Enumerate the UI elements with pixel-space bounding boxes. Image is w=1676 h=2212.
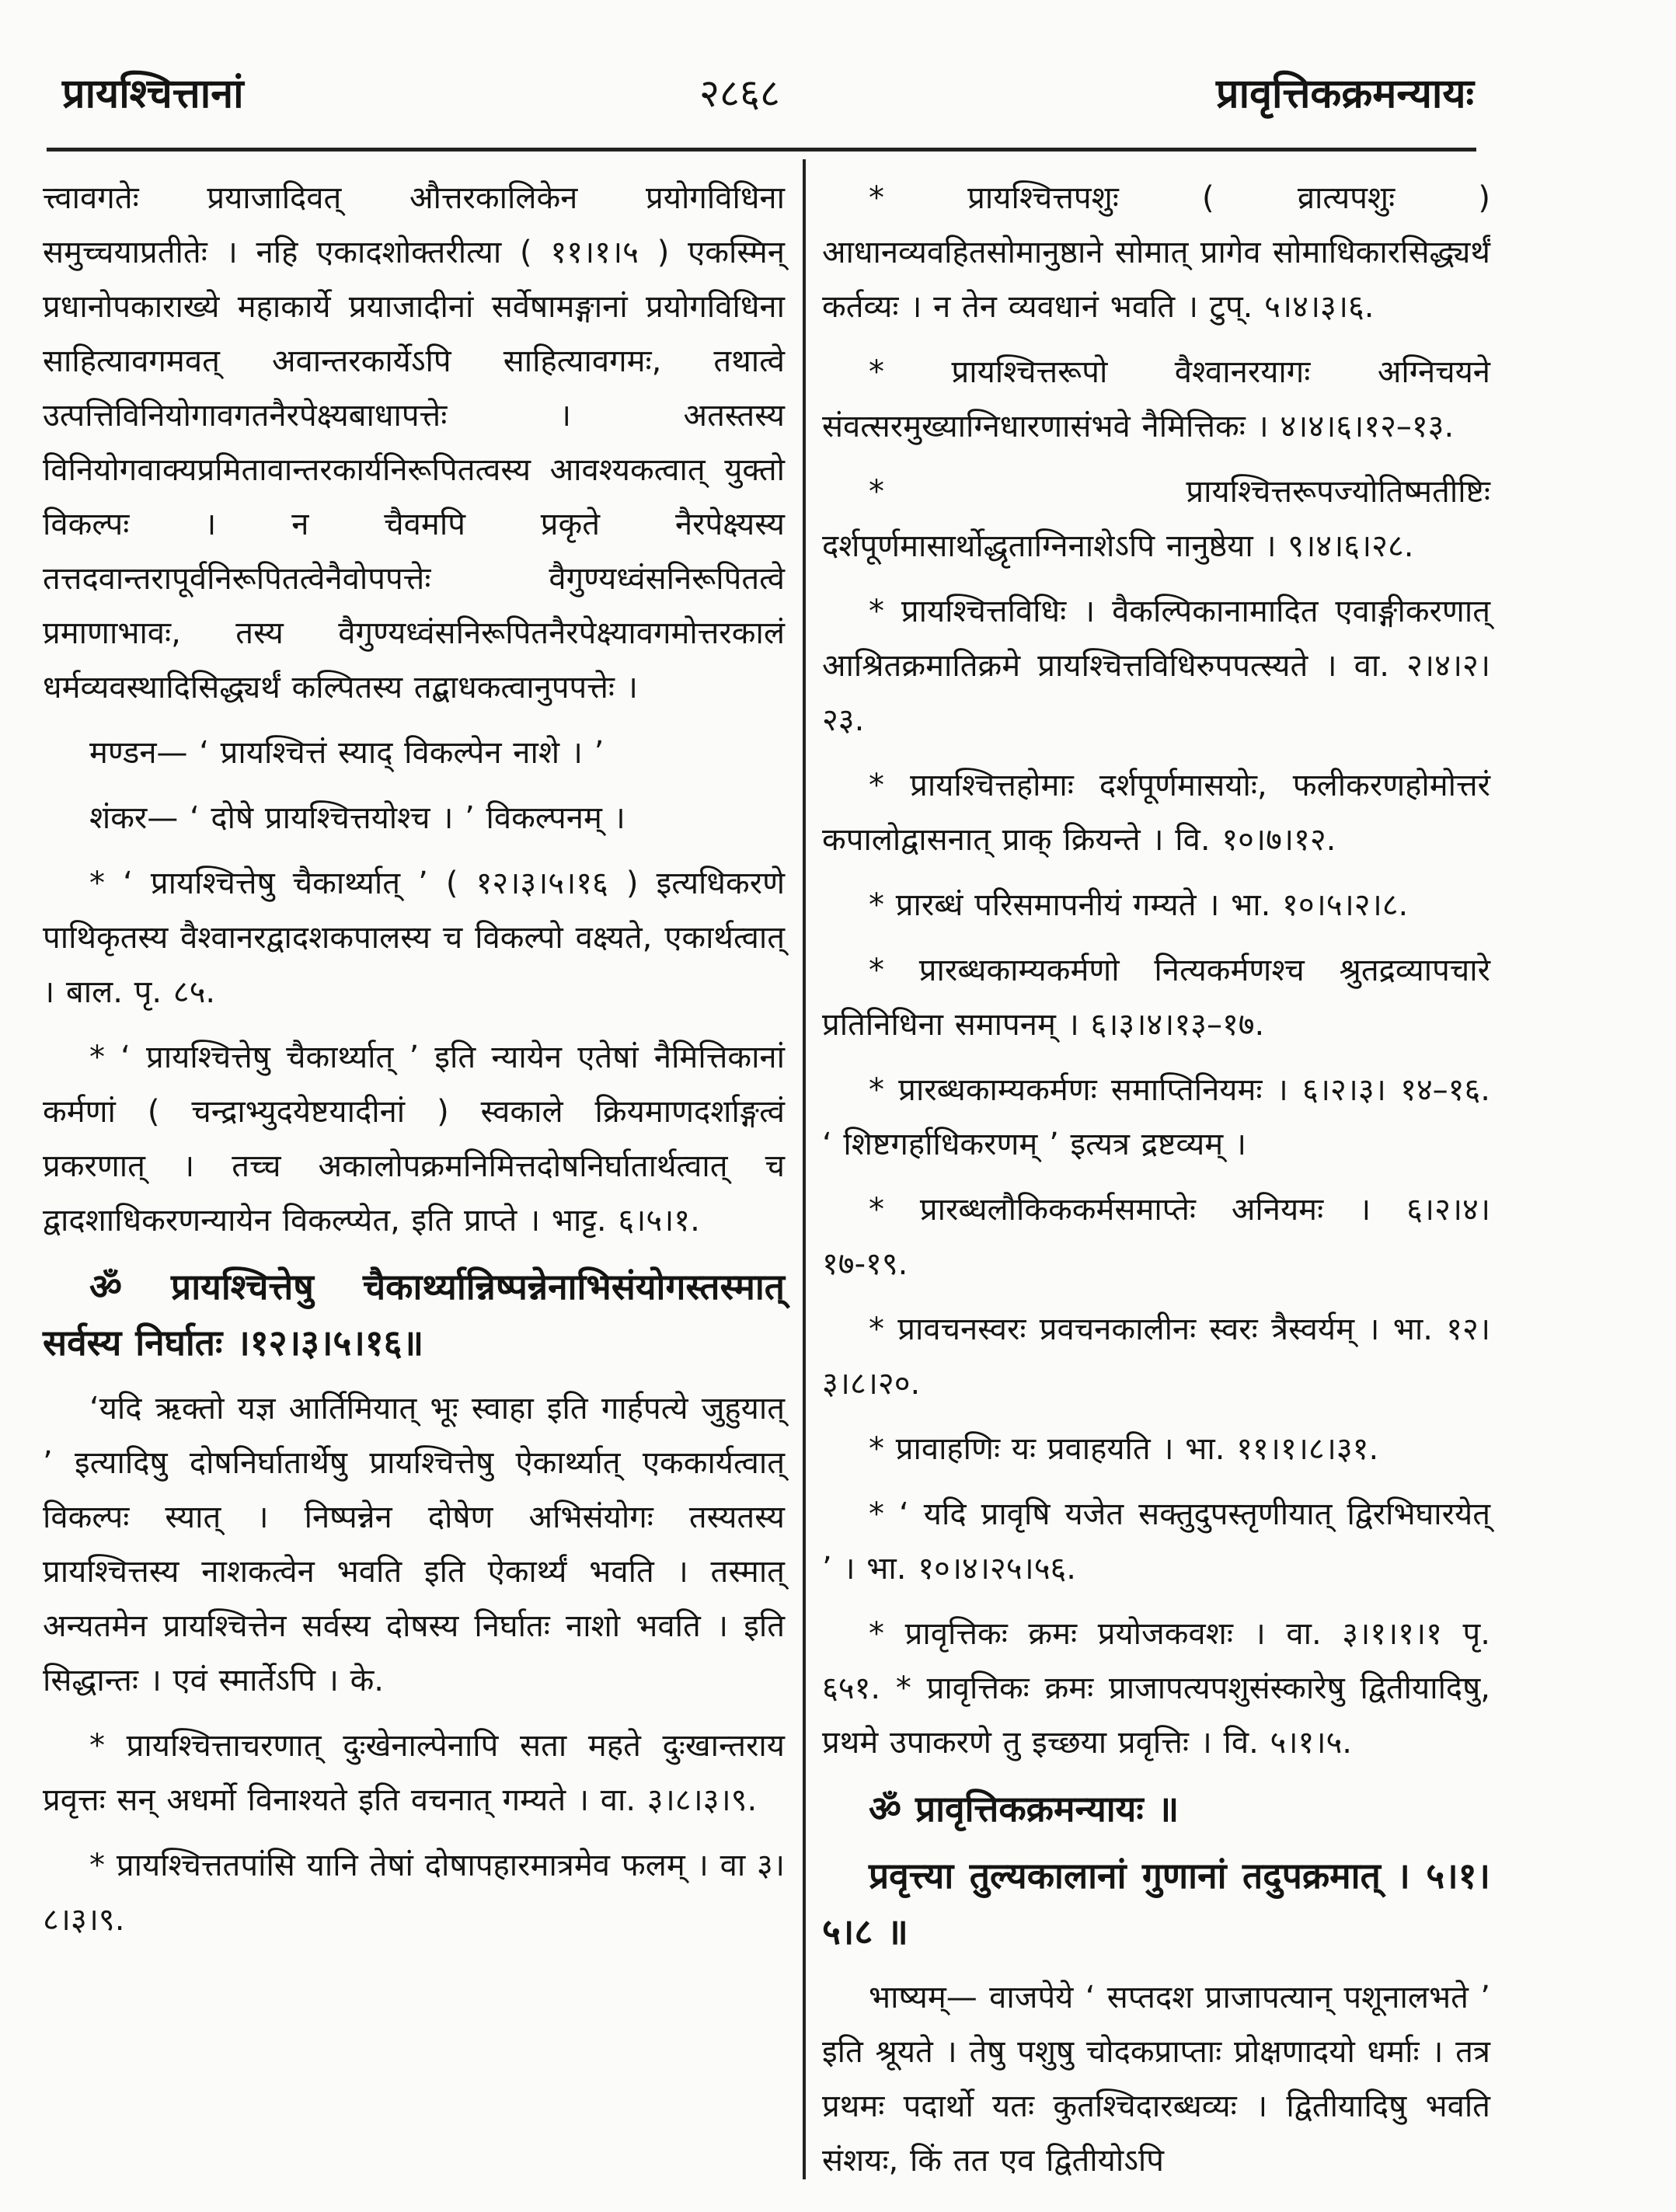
sutra-heading: प्रवृत्त्या तुल्यकालानां गुणानां तदुपक्रमात् । ५।१।५।८ ॥ [822,1855,1490,1952]
entry: * प्रायश्चित्तहोमाः दर्शपूर्णमासयोः, फलीकरणहोमोत्तरं कपालोद्वासनात् प्राक् क्रियन्ते । वि. १०।७।१२. [822,768,1490,858]
bhashya-paragraph: भाष्यम्— वाजपेये ‘ सप्तदश प्राजापत्यान् पशूनालभते ’ इति श्रूयते । तेषु पशुषु चोदकप्राप्ताः प्रोक्षणादयो धर्माः । तत्र प्रथमः पदार्थो यतः कुतश्चिदारब्धव्यः । द्वितीयादिषु भवति संशयः, किं तत एव द्वितीयोऽपि [822,1980,1490,2179]
entry: * प्रायश्चित्ताचरणात् दुःखेनाल्पेनापि सता महते दुःखान्तराय प्रवृत्तः सन् अधर्मो विनाश्यते इति वचनात् गम्यते । वा. ३।८।३।९. [43,1728,785,1818]
entry: * प्रारब्धकाम्यकर्मणो नित्यकर्मणश्च श्रुतद्रव्यापचारे प्रतिनिधिना समापनम् । ६।३।४।१३–१७. [822,953,1490,1043]
quote-mandana: मण्डन— ‘ प्रायश्चित्तं स्याद् विकल्पेन नाशे । ’ [89,735,605,771]
header-rule [47,148,1476,152]
paragraph: त्त्वावगतेः प्रयाजादिवत् औत्तरकालिकेन प्रयोगविधिना समुच्चयाप्रतीतेः । नहि एकादशोक्तरीत्या ( ११।१।५ ) एकस्मिन् प्रधानोपकाराख्ये महाकार्ये प्रयाजादीनां सर्वेषामङ्गानां प्रयोगविधिना साहित्यावगमवत् अवान्तरकार्येऽपि साहित्यावगमः, तथात्वे उत्पत्तिविनियोगावगतनैरपेक्ष्यबाधापत्तेः । अतस्तस्य विनियोगवाक्यप्रमितावान्तरकार्यनिरूपितत्वस्य आवश्यकत्वात् युक्तो विकल्पः । न चैवमपि प्रकृते नैरपेक्ष्यस्य तत्तदवान्तरापूर्वनिरूपितत्वेनैवोपपत्तेः वैगुण्यध्वंसनिरूपितत्वे प्रमाणाभावः, तस्य वैगुण्यध्वंसनिरूपितनैरपेक्ष्यावगमोत्तरकालं धर्मव्यवस्थादिसिद्ध्यर्थं कल्पितस्य तद्बाधकत्वानुपपत्तेः । [43,180,785,705]
entry: * प्रावृत्तिकः क्रमः प्रयोजकवशः । वा. ३।१।१।१ पृ. ६५१. * प्रावृत्तिकः क्रमः प्राजापत्यपशुसंस्कारेषु द्वितीयादिषु, प्रथमे उपाकरणे तु इच्छया प्रवृत्तिः । वि. ५।१।५. [822,1616,1490,1761]
entry: * प्रायश्चित्तपशुः ( व्रात्यपशुः ) आधानव्यवहितसोमानुष्ठाने सोमात् प्रागेव सोमाधिकारसिद्ध्यर्थं कर्तव्यः । न तेन व्यवधानं भवति । टुप्. ५।४।३।६. [822,180,1490,325]
nyaya-heading: ॐ प्रावृत्तिकक्रमन्यायः ॥ [869,1788,1179,1830]
paragraph: ‘यदि ऋक्तो यज्ञ आर्तिमियात् भूः स्वाहा इति गार्हपत्ये जुहुयात् ’ इत्यादिषु दोषनिर्घातार्थेषु प्रायश्चित्तेषु ऐकार्थ्यात् एककार्यत्वात् विकल्पः स्यात् । निष्पन्नेन दोषेण अभिसंयोगः तस्यतस्य प्रायश्चित्तस्य नाशकत्वेन भवति इति ऐकार्थ्यं भवति । तस्मात् अन्यतमेन प्रायश्चित्तेन सर्वस्य दोषस्य निर्घातः नाशो भवति । इति सिद्धान्तः । एवं स्मार्तेऽपि । के. [43,1391,785,1698]
column-divider [803,159,806,2179]
quote-shankara: शंकर— ‘ दोषे प्रायश्चित्तयोश्च । ’ विकल्पनम् । [89,800,625,836]
left-column [43,171,785,1958]
page-number: २८६८ [699,71,780,116]
entry: * प्रावचनस्वरः प्रवचनकालीनः स्वरः त्रैस्वर्यम् । भा. १२।३।८।२०. [822,1312,1490,1402]
running-head-right: प्रावृत्तिकक्रमन्यायः [1216,71,1474,117]
entry: * ‘ यदि प्रावृषि यजेत सक्तुदुपस्तृणीयात् द्विरभिघारयेत् ’ । भा. १०।४।२५।५६. [822,1496,1490,1587]
entry: * प्रायश्चित्ततपांसि यानि तेषां दोषापहारमात्रमेव फलम् । वा ३।८।३।९. [43,1848,785,1938]
running-head-left: प्रायश्चित्तानां [62,71,244,117]
entry: * ‘ प्रायश्चित्तेषु चैकार्थ्यात् ’ ( १२।३।५।१६ ) इत्यधिकरणे पाथिकृतस्य वैश्वानरद्वादशकपालस्य च विकल्पो वक्ष्यते, एकार्थत्वात् । बाल. पृ. ८५. [43,866,785,1010]
entry: * प्रारब्धं परिसमापनीयं गम्यते । भा. १०।५।२।८. [869,887,1409,923]
sutra-heading: ॐ प्रायश्चित्तेषु चैकार्थ्यान्निष्पन्नेनाभिसंयोगस्तस्मात् सर्वस्य निर्घातः ।१२।३।५।१६॥ [43,1266,785,1364]
entry: * प्रारब्धकाम्यकर्मणः समाप्तिनियमः । ६।२।३। १४–१६. ‘ शिष्टगर्हाधिकरणम् ’ इत्यत्र द्रष्टव्यम् । [822,1072,1490,1162]
right-column [822,171,1490,2199]
entry: * प्रायश्चित्तरूपज्योतिष्मतीष्टिः दर्शपूर्णमासार्थोद्धृताग्निनाशेऽपि नानुष्ठेया । ९।४।६।२८. [822,474,1490,564]
entry: * प्रायश्चित्तविधिः । वैकल्पिकानामादित एवाङ्गीकरणात् आश्रितक्रमातिक्रमे प्रायश्चित्तविधिरुपपत्स्यते । वा. २।४।२।२३. [822,594,1490,738]
entry: * प्रावाहणिः यः प्रवाहयति । भा. ११।१।८।३१. [869,1431,1379,1467]
entry: * प्रारब्धलौकिककर्मसमाप्तेः अनियमः । ६।२।४। १७-१९. [822,1192,1490,1282]
entry: * ‘ प्रायश्चित्तेषु चैकार्थ्यात् ’ इति न्यायेन एतेषां नैमित्तिकानां कर्मणां ( चन्द्राभ्युदयेष्टयादीनां ) स्वकाले क्रियमाणदर्शाङ्गत्वं प्रकरणात् । तच्च अकालोपक्रमनिमित्तदोषनिर्घातार्थत्वात् च द्वादशाधिकरणन्यायेन विकल्प्येत, इति प्राप्ते । भाट्ट. ६।५।१. [43,1040,785,1238]
entry: * प्रायश्चित्तरूपो वैश्वानरयागः अग्निचयने संवत्सरमुख्याग्निधारणासंभवे नैमित्तिकः । ४।४।६।१२–१३. [822,354,1490,444]
